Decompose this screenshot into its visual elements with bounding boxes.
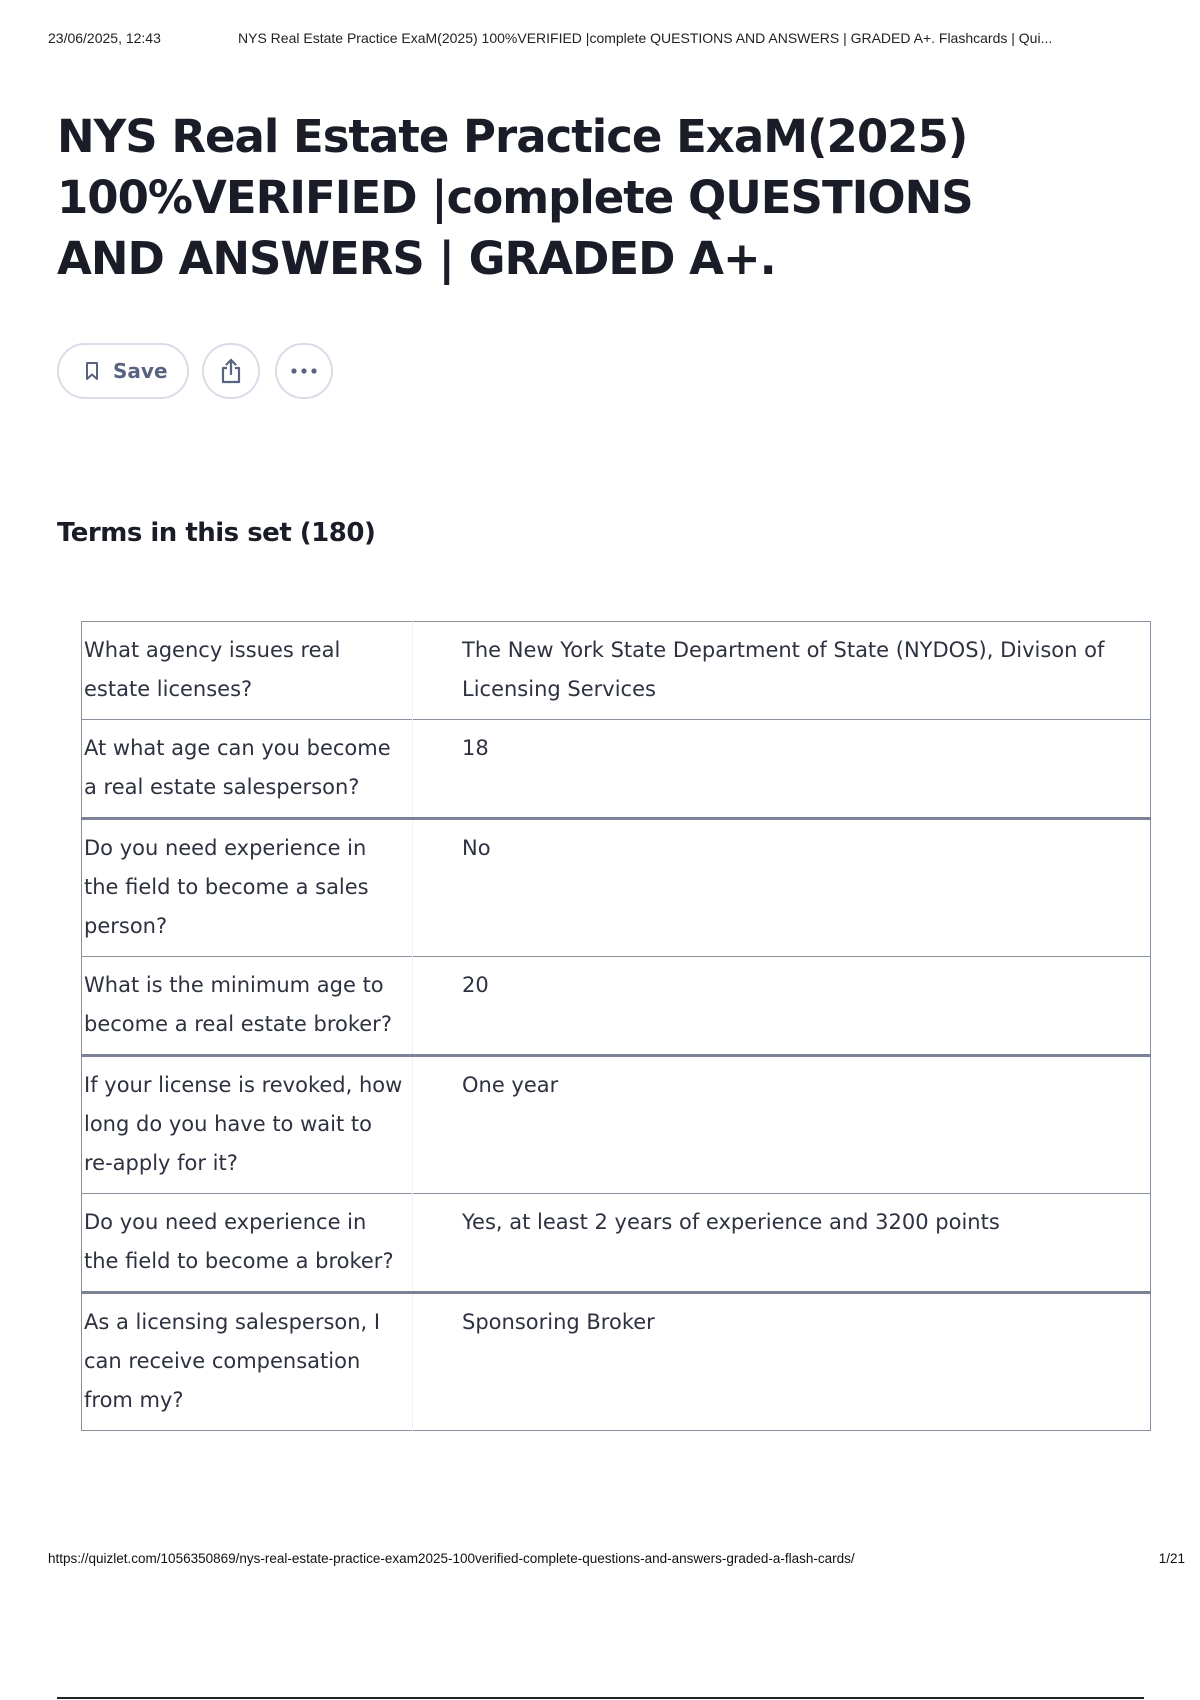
bookmark-icon [85,361,99,381]
term-row [82,720,1151,819]
divider [57,1697,1144,1699]
term-text: What is the minimum age to become a real estate broker? [82,957,413,1056]
share-button[interactable] [202,343,260,399]
more-options-button[interactable] [275,343,333,399]
term-row [82,622,1151,720]
more-icon [290,367,318,375]
term-text: What agency issues real estate licenses? [82,622,413,720]
definition-text: The New York State Department of State (NYDOS), Divison of Licensing Services [462,638,1105,701]
term-text: Do you need experience in the field to become a broker? [82,1194,413,1293]
print-header [48,30,1178,52]
page-number: 1/21 [1158,1551,1185,1566]
term-row [82,1056,1151,1194]
definition-text: Yes, at least 2 years of experience and 3200 points [413,1194,1151,1293]
terms-table [81,621,1151,1431]
term-text: At what age can you become a real estate salesperson? [82,720,413,819]
term-row [82,819,1151,957]
term-text: As a licensing salesperson, I can receive compensation from my? [82,1293,413,1431]
definition-text: One year [413,1056,1151,1194]
print-url: https://quizlet.com/1056350869/nys-real-estate-practice-exam2025-100verified-complete-questions-and-answers-graded-a-flash-cards/ [48,1551,855,1566]
definition-text: Sponsoring Broker [413,1293,1151,1431]
term-row [82,1194,1151,1293]
term-row [82,1293,1151,1431]
definition-text: 18 [413,720,1151,819]
save-button-label: Save [113,359,168,383]
terms-heading: Terms in this set (180) [57,518,376,548]
save-button[interactable] [57,343,189,399]
share-icon [218,357,244,385]
print-page-title: NYS Real Estate Practice ExaM(2025) 100%VERIFIED |complete QUESTIONS AND ANSWERS | GRADED A+. Flashcards | Qui... [238,30,1053,46]
definition-text: 20 [413,957,1151,1056]
page-title: NYS Real Estate Practice ExaM(2025) 100%VERIFIED |complete QUESTIONS AND ANSWERS | GRADED A+. [57,110,973,285]
definition-text: No [413,819,1151,957]
term-text: If your license is revoked, how long do you have to wait to re-apply for it? [82,1056,413,1194]
print-timestamp: 23/06/2025, 12:43 [48,30,161,46]
term-text: Do you need experience in the field to become a sales person? [82,819,413,957]
term-row [82,957,1151,1056]
